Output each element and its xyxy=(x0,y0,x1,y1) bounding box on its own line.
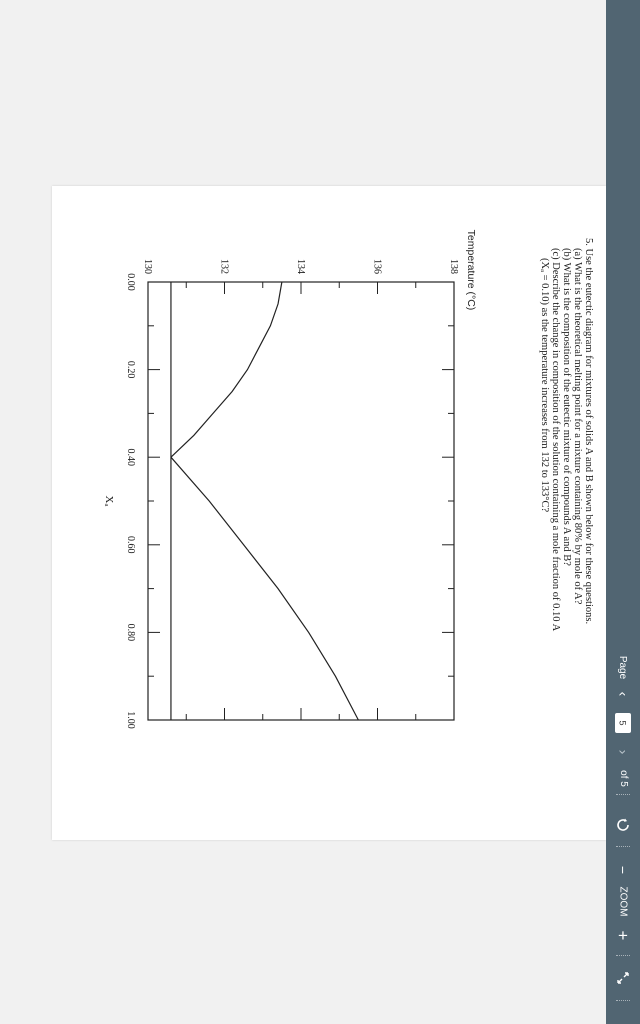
question-line: (Xₐ = 0.10) as the temperature increases from 132 to 133°C? xyxy=(539,258,550,513)
page-content xyxy=(52,186,606,840)
series-line-0 xyxy=(171,282,282,457)
x-tick-label: 0.60 xyxy=(125,536,136,554)
y-tick-label: 138 xyxy=(448,259,459,274)
chevron-left-icon[interactable]: ‹ xyxy=(614,691,631,697)
question-line: 5. Use the eutectic diagram for mixtures of solids A and B shown below for these questions. xyxy=(583,238,594,625)
question-line: (c) Describe the change in composition of the solution containing a mole fraction of 0.10 A xyxy=(550,248,561,632)
current-page-input[interactable]: 5 xyxy=(606,712,640,734)
eutectic-chart xyxy=(52,186,606,840)
y-axis-label: Temperature (°C) xyxy=(465,229,477,311)
y-tick-label: 136 xyxy=(371,259,383,274)
zoom-in-button[interactable]: + xyxy=(618,926,628,945)
zoom-out-button[interactable]: − xyxy=(615,865,631,875)
x-tick-label: 0.80 xyxy=(125,623,136,642)
x-tick-label: 0.20 xyxy=(125,360,136,379)
zoom-label: ZOOM xyxy=(617,886,629,916)
page-label: Page xyxy=(617,655,629,679)
plot-frame xyxy=(148,282,454,720)
series-line-1 xyxy=(171,457,358,720)
question-line: (b) What is the composition of the eutectic mixture of compounds A and B? xyxy=(561,248,572,566)
expand-icon[interactable] xyxy=(606,966,640,990)
x-tick-label: 0.40 xyxy=(125,448,136,466)
rotate-icon[interactable] xyxy=(606,812,640,838)
y-tick-label: 130 xyxy=(142,259,153,274)
x-tick-label: 1.00 xyxy=(125,711,136,729)
chevron-right-icon[interactable]: › xyxy=(614,749,631,755)
x-axis-label: Xₐ xyxy=(103,495,115,507)
question-line: (a) What is the theoretical melting point for a mixture containing 80% by mole of A? xyxy=(572,248,583,605)
document-page xyxy=(52,186,606,840)
x-tick-label: 0.00 xyxy=(125,273,136,291)
y-tick-label: 132 xyxy=(218,259,230,274)
viewer-toolbar xyxy=(606,0,640,1024)
y-tick-label: 134 xyxy=(295,259,306,274)
page-count: of 5 xyxy=(617,769,629,787)
